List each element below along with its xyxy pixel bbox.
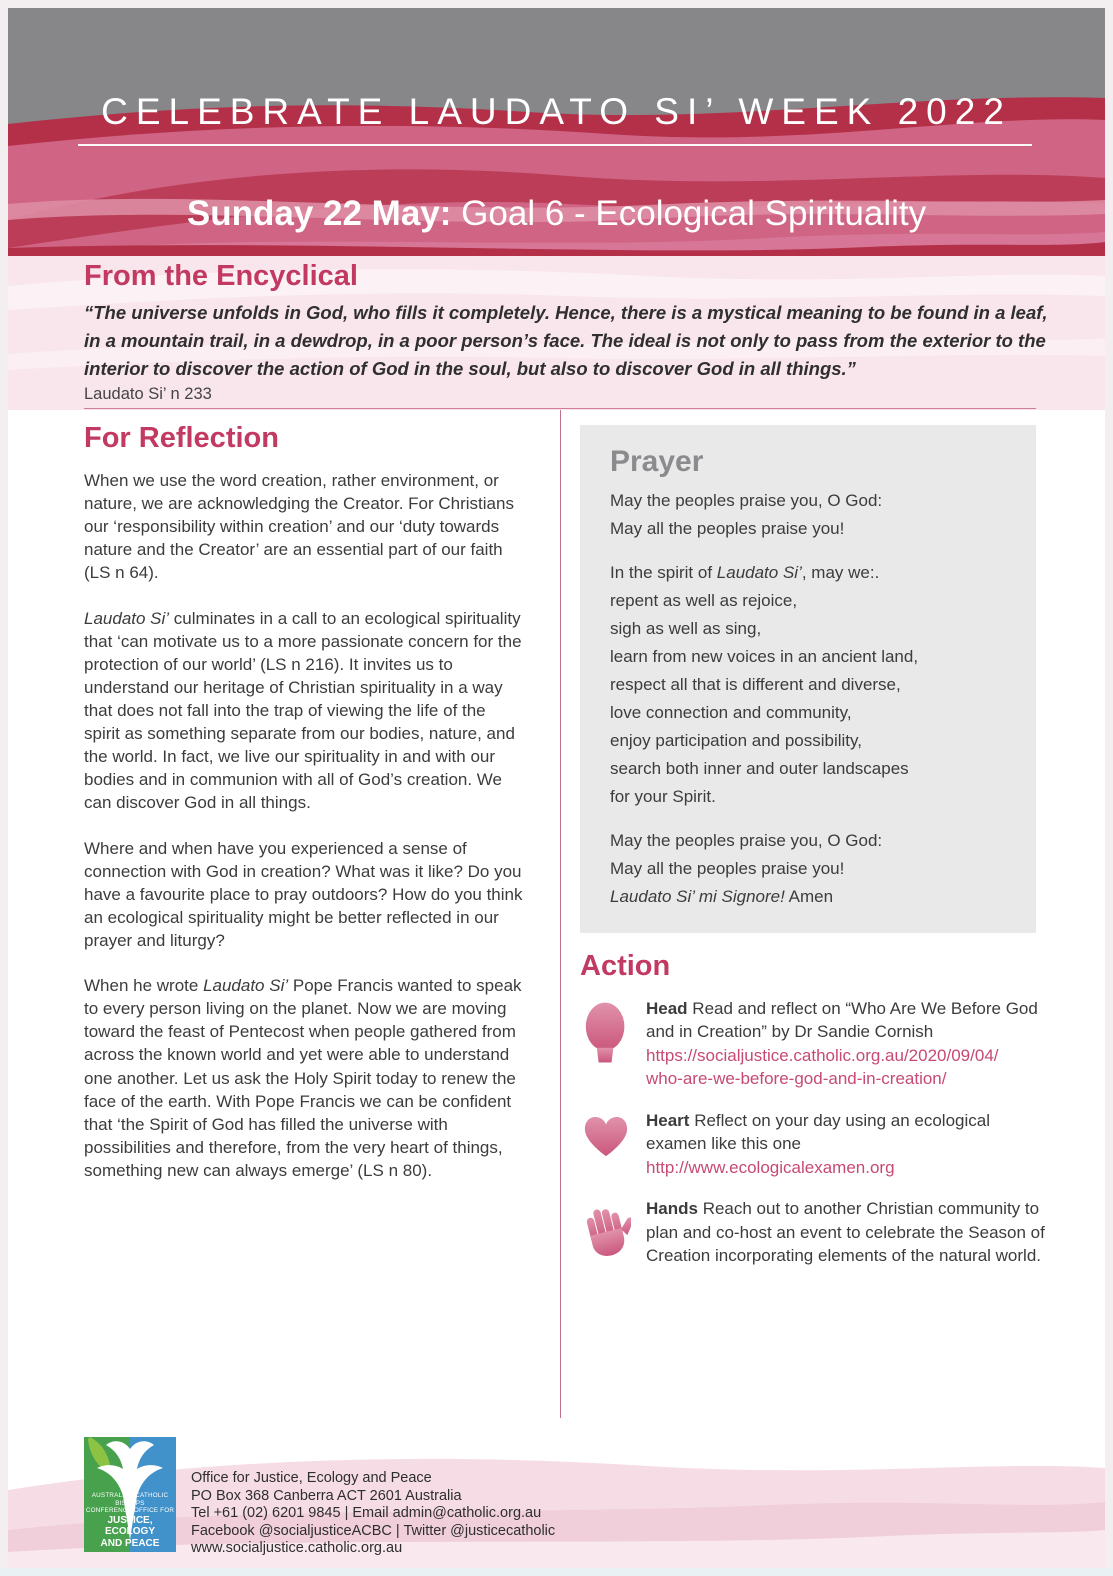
hands-icon-wrap xyxy=(580,1197,632,1261)
page-title: CELEBRATE LAUDATO SI’ WEEK 2022 xyxy=(101,90,1012,132)
hands-icon xyxy=(581,1199,631,1261)
action-item xyxy=(580,997,1050,1091)
contact-line: Tel +61 (02) 6201 9845 | Email admin@catholic.org.au xyxy=(191,1505,542,1521)
reflection-paragraph: When we use the word creation, rather environment, or nature, we are acknowledging the Creator. For Christians our ‘responsibility within creation’ and our ‘duty towards nature and the Creator’ are an essential part of our faith (LS n 64). xyxy=(84,471,514,583)
logo-line-2: CONFERENCE OFFICE FOR xyxy=(85,1507,175,1514)
head-icon xyxy=(583,999,629,1067)
prayer-line: May all the peoples praise you! xyxy=(610,519,845,538)
action-link[interactable]: who-are-we-before-god-and-in-creation/ xyxy=(646,1069,947,1089)
page-subtitle xyxy=(8,194,1105,234)
encyclical-quote: “The universe unfolds in God, who fills it completely. Hence, there is a mystical meaning to be found in a leaf, in a mountain trail, in a dewdrop, in a poor person’s face. The ideal is not only to pass from the exterior to the interior to discover the action of God in the soul, but also to discover God in all things.” xyxy=(84,302,1048,380)
encyclical-attribution: Laudato Si’ n 233 xyxy=(84,385,212,404)
page-bottom-edge xyxy=(0,1568,1113,1576)
prayer-line: May the peoples praise you, O God: xyxy=(610,831,883,850)
prayer-line: learn from new voices in an ancient land, xyxy=(610,647,919,666)
column-divider xyxy=(560,410,561,1421)
reflection-heading: For Reflection xyxy=(84,422,279,454)
prayer-line: May all the peoples praise you! xyxy=(610,859,845,878)
action-text: Head Read and reflect on “Who Are We Before God and in Creation” by Dr Sandie Cornish https://socialjustice.catholic.org.au/2020/09/04/ who-are-we-before-god-and-in-creation/ xyxy=(646,997,1050,1091)
logo-line-4: AND PEACE xyxy=(100,1537,160,1549)
footer-contact xyxy=(191,1470,671,1558)
action-item xyxy=(580,1197,1050,1267)
section-rule xyxy=(84,408,1036,409)
website-line[interactable]: www.socialjustice.catholic.org.au xyxy=(191,1540,403,1556)
prayer-line: May the peoples praise you, O God: xyxy=(610,491,883,510)
subtitle-date: Sunday 22 May: xyxy=(186,194,452,234)
action-label: Hands xyxy=(646,1199,698,1219)
reflection-paragraph: Laudato Si’ culminates in a call to an ecological spirituality that ‘can motivate us to a more passionate concern for the protection of our world’ (LS n 216). It invites us to understand our heritage of Christian spirituality in a way that does not fall into the trap of viewing the life of the spirit as something separate from our bodies, nature, and the world. In fact, we live our spirituality in and with our bodies and in communion with all of God’s creation. We can discover God in all things. xyxy=(84,608,522,813)
action-link[interactable]: https://socialjustice.catholic.org.au/2020/09/04/ xyxy=(646,1045,999,1065)
encyclical-heading: From the Encyclical xyxy=(84,260,358,292)
action-section xyxy=(580,950,1050,1286)
action-text: Heart Reflect on your day using an ecological examen like this one http://www.ecologicalexamen.org xyxy=(646,1109,1050,1179)
flyer-canvas xyxy=(8,8,1105,1568)
prayer-line: love connection and community, xyxy=(610,703,852,722)
prayer-line: respect all that is different and diverse, xyxy=(610,675,901,694)
prayer-line: enjoy participation and possibility, xyxy=(610,731,862,750)
prayer-stanza xyxy=(610,559,1008,811)
encyclical-section xyxy=(8,256,1105,410)
reflection-paragraph: Where and when have you experienced a sense of connection with God in creation? What was it like? Do you have a favourite place to pray outdoors? How do you think an ecological spirituality might be better reflected in our prayer and liturgy? xyxy=(84,838,523,950)
action-items xyxy=(580,997,1050,1268)
heart-icon-wrap xyxy=(580,1109,632,1159)
hero-header xyxy=(8,8,1105,256)
heart-icon xyxy=(580,1111,632,1159)
prayer-line: search both inner and outer landscapes xyxy=(610,759,909,778)
action-text: Hands Reach out to another Christian community to plan and co-host an event to celebrate the Season of Creation incorporating elements of the natural world. xyxy=(646,1199,1045,1266)
prayer-line: sigh as well as sing, xyxy=(610,619,762,638)
prayer-line: for your Spirit. xyxy=(610,787,716,806)
reflection-paragraphs xyxy=(84,469,526,1182)
action-link[interactable]: http://www.ecologicalexamen.org xyxy=(646,1157,895,1177)
contact-line: Office for Justice, Ecology and Peace xyxy=(191,1470,432,1486)
acbc-logo xyxy=(84,1437,176,1552)
reflection-column xyxy=(84,422,526,1204)
prayer-stanza xyxy=(610,487,1008,543)
prayer-heading: Prayer xyxy=(610,445,704,478)
encyclical-content xyxy=(84,260,1048,404)
prayer-box xyxy=(580,425,1036,933)
acbc-logo-text xyxy=(84,1492,176,1549)
logo-line-3: JUSTICE, ECOLOGY xyxy=(104,1514,155,1537)
prayer-line: repent as well as rejoice, xyxy=(610,591,798,610)
subtitle-topic: Goal 6 - Ecological Spirituality xyxy=(451,194,927,234)
contact-line: Facebook @socialjusticeACBC | Twitter @justicecatholic xyxy=(191,1522,556,1539)
action-label: Heart xyxy=(646,1110,690,1130)
action-item xyxy=(580,1109,1050,1179)
prayer-stanza xyxy=(610,827,1008,911)
prayer-stanzas xyxy=(610,487,1008,911)
head-icon-wrap xyxy=(580,997,632,1067)
action-label: Head xyxy=(646,999,688,1018)
logo-line-1: AUSTRALIAN CATHOLIC BISHOPS xyxy=(91,1492,169,1507)
prayer-line: In the spirit of Laudato Si’, may we:. xyxy=(610,563,880,582)
action-heading: Action xyxy=(580,950,671,982)
prayer-line: Laudato Si’ mi Signore! Amen xyxy=(610,887,834,906)
hero-divider-line xyxy=(78,144,1032,146)
contact-line: PO Box 368 Canberra ACT 2601 Australia xyxy=(191,1487,462,1504)
reflection-paragraph: When he wrote Laudato Si’ Pope Francis wanted to speak to every person living on the planet. Now we are moving toward the feast of Pentecost when people gathered from across the known world and yet were able to understand one another. Let us ask the Holy Spirit today to renew the face of the earth. With Pope Francis we can be confident that ‘the Spirit of God has filled the universe with possibilities and therefore, from the very heart of things, something new can always emerge’ (LS n 80). xyxy=(84,976,522,1180)
